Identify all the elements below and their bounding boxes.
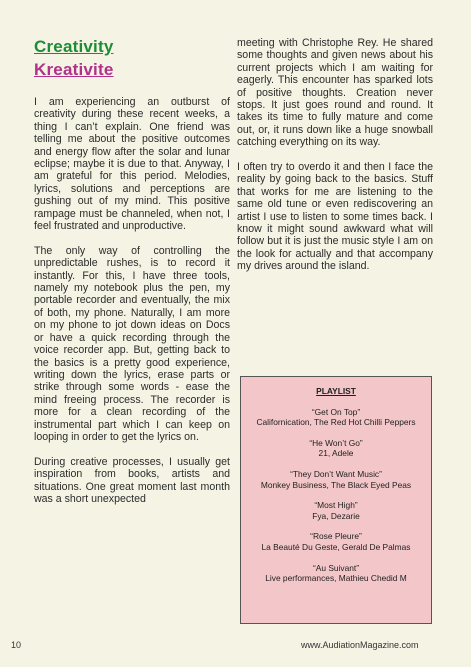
track-song: “Most High”: [314, 500, 358, 511]
page-number: 10: [11, 640, 22, 650]
website-link[interactable]: www.AudiationMagazine.com: [301, 640, 419, 650]
track-detail: Monkey Business, The Black Eyed Peas: [260, 479, 412, 490]
track-detail: Fya, Dezarie: [312, 510, 360, 521]
playlist-track: [241, 500, 431, 521]
playlist-track: [241, 563, 431, 584]
right-column: [237, 37, 433, 285]
heading-creativity: Creativity: [34, 37, 114, 56]
track-detail: Live performances, Mathieu Chedid M: [265, 573, 407, 584]
track-song: “He Won’t Go”: [309, 437, 363, 448]
playlist-box: [240, 376, 432, 624]
heading-kreativite: Kreativite: [34, 60, 114, 79]
track-song: “Rose Pleure”: [310, 531, 362, 542]
paragraph: meeting with Christophe Rey. He shared some thoughts and given news about his current projects which I am waiting for eagerly. This encounter has sparked lots of positive thoughts. Creation never stops. It just goes round and round. It takes its time to fully mature and come out, or, it runs down like a huge snowball catching everything on its way.: [237, 37, 433, 149]
playlist-track: [241, 469, 431, 490]
track-song: “They Don’t Want Music”: [290, 468, 382, 479]
track-detail: Californication, The Red Hot Chilli Peppers: [256, 417, 416, 428]
paragraph: The only way of controlling the unpredictable rushes, is to record it instantly. For this, I have three tools, namely my notebook plus the pen, my portable recorder and eventually, the mix of both, my phone. Naturally, I am more on my phone to jot down ideas on Docs or have a quick recording through the voice recorder app. But, getting back to the basics is a pretty good experience, writing down the lyrics, erase parts or strike through some words - ease the mind freeing process. The recorder is more for a clean recording of the instrumental part which I can keep on looping in order to get the lyrics on.: [34, 244, 230, 443]
left-column: [34, 96, 230, 518]
playlist-track: [241, 531, 431, 552]
track-song: “Get On Top”: [311, 406, 361, 417]
playlist-title: PLAYLIST: [316, 386, 356, 396]
paragraph: During creative processes, I usually get inspiration from books, artists and situations. One great moment last month was a short unexpected: [34, 455, 230, 505]
track-song: “Au Suivant”: [312, 562, 360, 573]
playlist-track: [241, 407, 431, 428]
paragraph: I am experiencing an outburst of creativity during these recent weeks, a thing I can’t explain. One friend was telling me about the positive outcomes and energy flow after the solar and lunar eclipse; maybe it is due to that. Anyway, I am grateful for this period. Melodies, lyrics, solutions and perceptions are gushing out of my mind. This positive rampage must be channeled, when not, I feel frustrated and unproductive.: [34, 96, 230, 233]
track-detail: 21, Adele: [318, 448, 354, 459]
paragraph: I often try to overdo it and then I face the reality by going back to the basics. Stuff that works for me are listening to the same old tune or even rediscovering an artist I use to listen to some times back. I know it might sound awkward what will follow but it is just the music style I am on the look for actually and that accompany my drives around the island.: [237, 161, 433, 273]
playlist-track: [241, 438, 431, 459]
track-detail: La Beauté Du Geste, Gerald De Palmas: [261, 541, 411, 552]
